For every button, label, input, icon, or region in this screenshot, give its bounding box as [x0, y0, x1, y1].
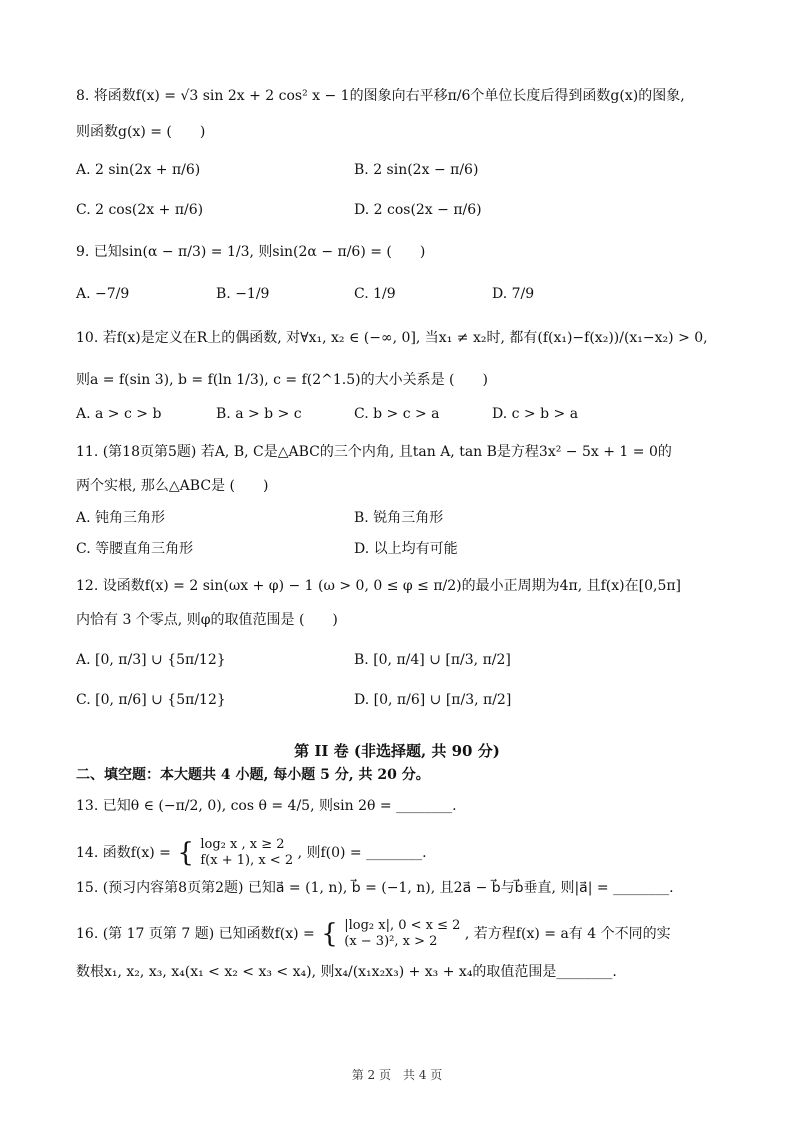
q9-option-b: B. −1/9	[216, 286, 270, 302]
q14-case2: f(x + 1), x < 2	[200, 853, 294, 868]
q16-lead: 16. (第 17 页第 7 题) 已知函数f(x) =	[76, 926, 315, 942]
q16-cases	[344, 918, 460, 950]
q14-tail: , 则f(0) = ________.	[297, 845, 427, 861]
q8-option-b: B. 2 sin(2x − π/6)	[354, 162, 479, 178]
q16-tail: , 若方程f(x) = a有 4 个不同的实	[464, 926, 671, 942]
q9-stem: 9. 已知sin(α − π/3) = 1/3, 则sin(2α − π/6) = ( )	[76, 244, 426, 260]
q10-stem-line1: 10. 若f(x)是定义在R上的偶函数, 对∀x₁, x₂ ∈ (−∞, 0], 当x₁ ≠ x₂时, 都有(f(x₁)−f(x₂))/(x₁−x₂) > 0,	[76, 330, 708, 346]
q11-stem-line2: 两个实根, 那么△ABC是 ( )	[76, 478, 269, 494]
q14-case1: log₂ x , x ≥ 2	[200, 837, 285, 852]
q12-stem-line1: 12. 设函数f(x) = 2 sin(ωx + φ) − 1 (ω > 0, 0 ≤ φ ≤ π/2)的最小正周期为4π, 且f(x)在[0,5π]	[76, 578, 682, 594]
q8-stem-line2: 则函数g(x) = ( )	[76, 124, 206, 140]
q11-option-d: D. 以上均有可能	[354, 541, 458, 557]
q14-cases	[200, 837, 293, 869]
q12-option-a: A. [0, π/3] ∪ {5π/12}	[76, 652, 226, 668]
q14-lead: 14. 函数f(x) =	[76, 845, 171, 861]
q8-stem-line1: 8. 将函数f(x) = √3 sin 2x + 2 cos² x − 1的图象向右平移π/6个单位长度后得到函数g(x)的图象,	[76, 88, 685, 104]
page-footer: 第 2 页 共 4 页	[351, 1068, 443, 1082]
q14-brace: {	[177, 838, 194, 868]
q12-stem-line2: 内恰有 3 个零点, 则φ的取值范围是 ( )	[76, 612, 338, 628]
q9-option-d: D. 7/9	[492, 286, 535, 302]
q10-stem-line2: 则a = f(sin 3), b = f(ln 1/3), c = f(2^1.5)的大小关系是 ( )	[76, 372, 488, 388]
q13-stem: 13. 已知θ ∈ (−π/2, 0), cos θ = 4/5, 则sin 2θ = ________.	[76, 798, 457, 814]
q10-option-a: A. a > c > b	[76, 406, 162, 422]
q11-stem-line1: 11. (第18页第5题) 若A, B, C是△ABC的三个内角, 且tan A, tan B是方程3x² − 5x + 1 = 0的	[76, 444, 672, 460]
q16-brace: {	[321, 919, 338, 949]
q15-stem: 15. (预习内容第8页第2题) 已知a⃗ = (1, n), b⃗ = (−1, n), 且2a⃗ − b⃗与b⃗垂直, 则|a⃗| = ________.	[76, 880, 674, 896]
q16-case1: |log₂ x|, 0 < x ≤ 2	[344, 918, 461, 933]
q11-option-b: B. 锐角三角形	[354, 510, 444, 526]
q14-stem	[76, 837, 427, 869]
q8-option-c: C. 2 cos(2x + π/6)	[76, 202, 204, 218]
q10-option-c: C. b > c > a	[354, 406, 440, 422]
q16-case2: (x − 3)², x > 2	[344, 934, 438, 949]
q12-option-d: D. [0, π/6] ∪ [π/3, π/2]	[354, 692, 512, 708]
q9-option-a: A. −7/9	[76, 286, 130, 302]
q10-option-b: B. a > b > c	[216, 406, 302, 422]
section-heading: 二、填空题：本大题共 4 小题, 每小题 5 分, 共 20 分。	[76, 767, 430, 783]
q12-option-b: B. [0, π/4] ∪ [π/3, π/2]	[354, 652, 511, 668]
q10-option-d: D. c > b > a	[492, 406, 579, 422]
q8-option-d: D. 2 cos(2x − π/6)	[354, 202, 482, 218]
q12-option-c: C. [0, π/6] ∪ {5π/12}	[76, 692, 226, 708]
q16-stem-line1	[76, 918, 671, 950]
q11-option-c: C. 等腰直角三角形	[76, 541, 194, 557]
q9-option-c: C. 1/9	[354, 286, 396, 302]
section-title: 第 II 卷 (非选择题, 共 90 分)	[294, 742, 500, 760]
q16-stem-line2: 数根x₁, x₂, x₃, x₄(x₁ < x₂ < x₃ < x₄), 则x₄/(x₁x₂x₃) + x₃ + x₄的取值范围是________.	[76, 964, 617, 980]
q8-option-a: A. 2 sin(2x + π/6)	[76, 162, 201, 178]
q11-option-a: A. 钝角三角形	[76, 510, 166, 526]
